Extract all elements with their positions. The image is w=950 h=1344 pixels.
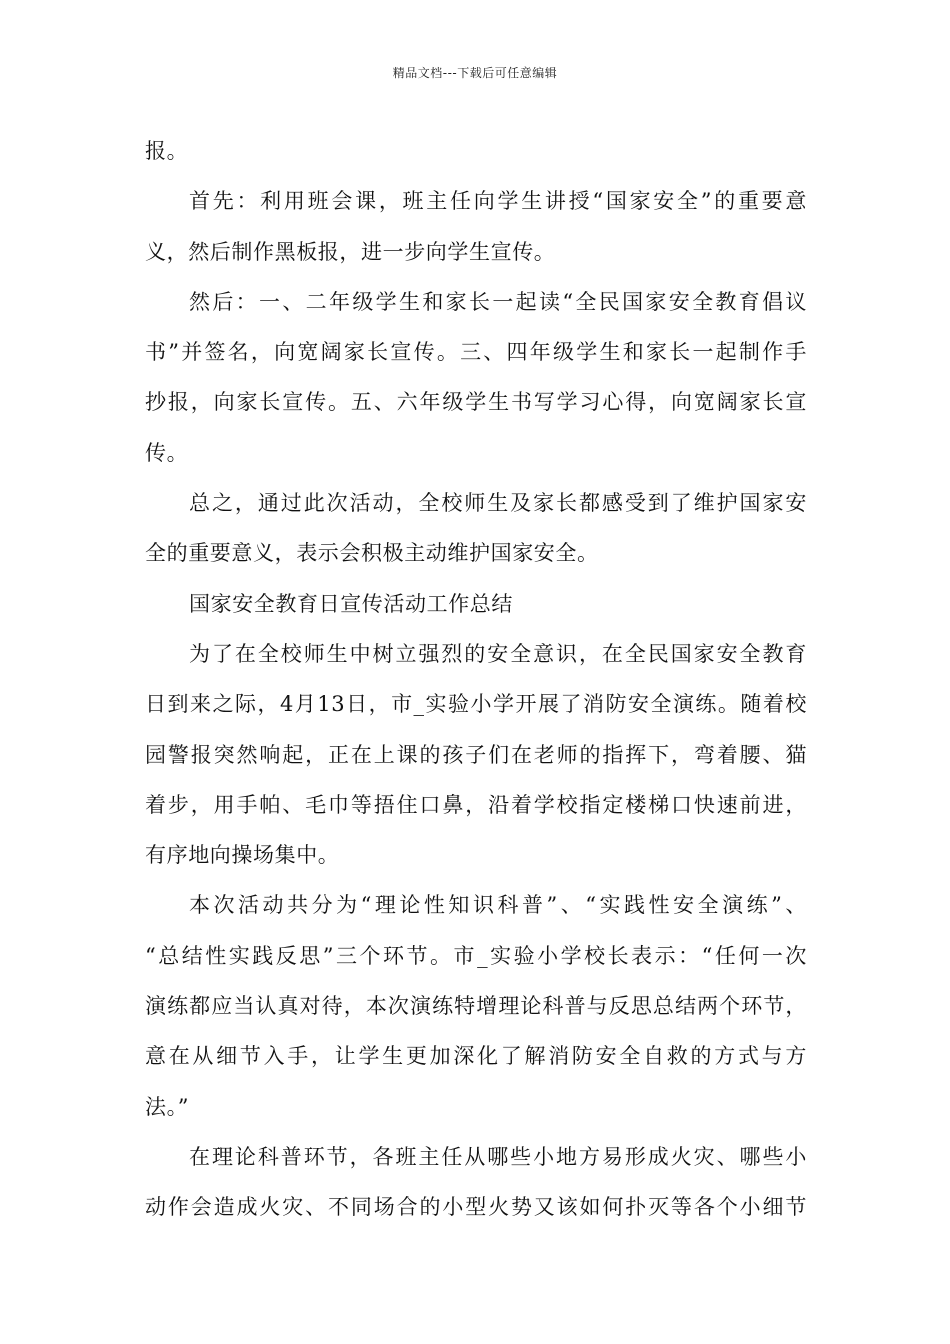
text-line: 园警报突然响起，正在上课的孩子们在老师的指挥下，弯着腰、猫 [145, 742, 807, 767]
text-line: 传。 [145, 440, 189, 465]
text-line: “总结性实践反思”三个环节。市_实验小学校长表示：“任何一次 [145, 943, 807, 968]
text-line: 在理论科普环节，各班主任从哪些小地方易形成火灾、哪些小 [189, 1144, 807, 1169]
text-line: 首先：利用班会课，班主任向学生讲授“国家安全”的重要意 [189, 189, 807, 214]
text-line: 意在从细节入手，让学生更加深化了解消防安全自救的方式与方 [145, 1044, 807, 1069]
text-line: 本次活动共分为“理论性知识科普”、“实践性安全演练”、 [189, 893, 807, 918]
text-line: 国家安全教育日宣传活动工作总结 [189, 591, 513, 616]
text-line: 有序地向操场集中。 [145, 843, 340, 868]
text-line: 抄报，向家长宣传。五、六年级学生书写学习心得，向宽阔家长宣 [145, 390, 807, 415]
text-line: 全的重要意义，表示会积极主动维护国家安全。 [145, 541, 599, 566]
text-line: 动作会造成火灾、不同场合的小型火势又该如何扑灭等各个小细节 [145, 1195, 807, 1220]
text-line: 义，然后制作黑板报，进一步向学生宣传。 [145, 239, 556, 264]
text-line: 着步，用手帕、毛巾等捂住口鼻，沿着学校指定楼梯口快速前进， [145, 792, 807, 817]
document-body [145, 126, 807, 1233]
text-line: 法。” [145, 1094, 190, 1119]
text-line: 报。 [145, 139, 189, 163]
text-line: 总之，通过此次活动，全校师生及家长都感受到了维护国家安 [189, 491, 807, 516]
text-line: 然后：一、二年级学生和家长一起读“全民国家安全教育倡议 [189, 289, 807, 314]
text-line: 日到来之际，4月13日，市_实验小学开展了消防安全演练。随着校 [145, 692, 807, 717]
text-line: 书”并签名，向宽阔家长宣传。三、四年级学生和家长一起制作手 [145, 340, 807, 365]
page-header: 精品文档---下载后可任意编辑 [392, 66, 558, 80]
text-line: 演练都应当认真对待，本次演练特增理论科普与反思总结两个环节， [145, 994, 807, 1019]
text-line: 为了在全校师生中树立强烈的安全意识，在全民国家安全教育 [189, 641, 807, 666]
